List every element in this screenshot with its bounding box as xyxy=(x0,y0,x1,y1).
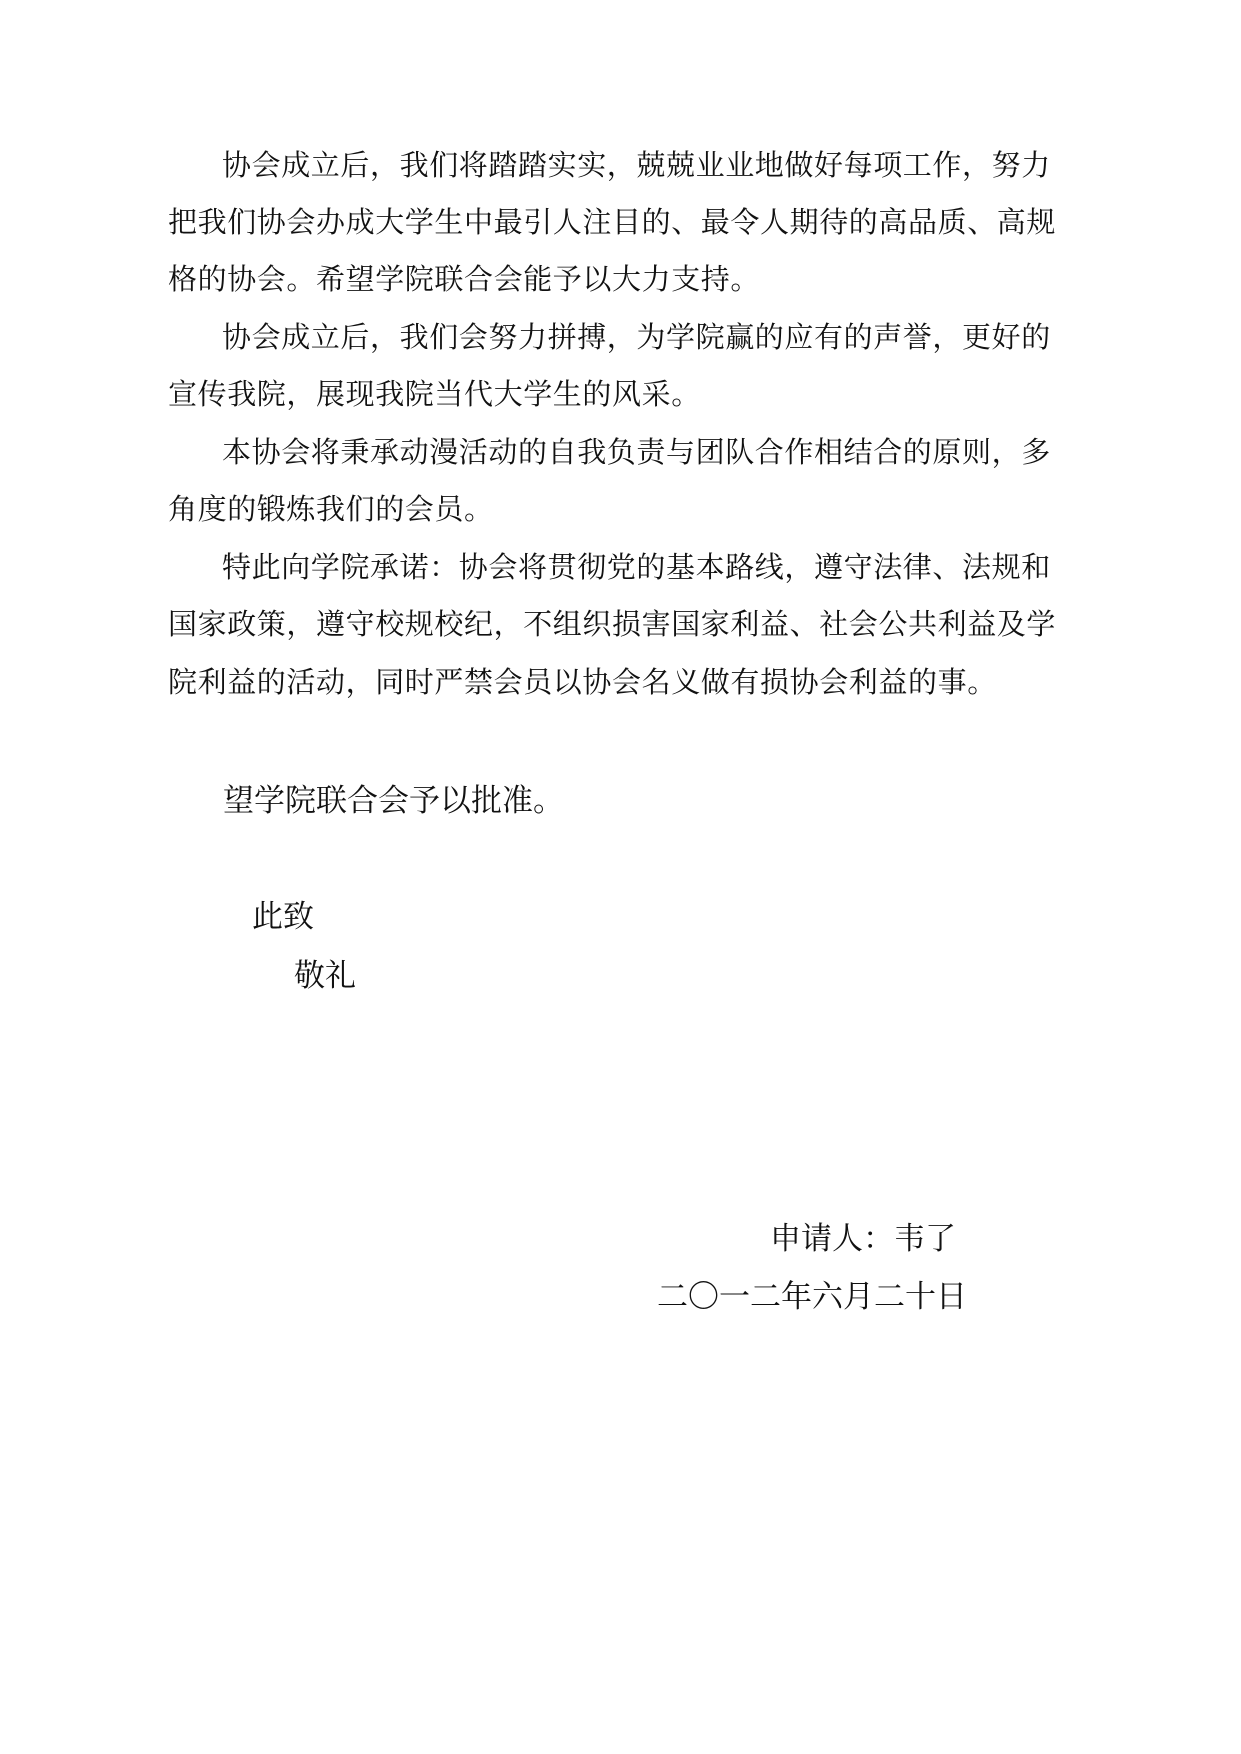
salutation-jingli: 敬礼 xyxy=(294,958,356,994)
paragraph-2-line-2: 宣传我院，展现我院当代大学生的风采。 xyxy=(168,377,701,411)
paragraph-1-line-2: 把我们协会办成大学生中最引人注目的、最令人期待的高品质、高规 xyxy=(168,205,1057,239)
salutation-cizhi: 此致 xyxy=(252,899,314,935)
paragraph-2-line-1: 协会成立后，我们会努力拼搏，为学院赢的应有的声誉，更好的 xyxy=(222,320,1051,354)
paragraph-4-line-1: 特此向学院承诺：协会将贯彻党的基本路线，遵守法律、法规和 xyxy=(222,550,1051,584)
paragraph-1-line-1: 协会成立后，我们将踏踏实实，兢兢业业地做好每项工作，努力 xyxy=(222,148,1051,182)
letter-date: 二〇一二年六月二十日 xyxy=(657,1279,967,1315)
paragraph-4-line-2: 国家政策，遵守校规校纪，不组织损害国家利益、社会公共利益及学 xyxy=(168,607,1057,641)
approval-request: 望学院联合会予以批准。 xyxy=(223,783,564,819)
paragraph-4-line-3: 院利益的活动，同时严禁会员以协会名义做有损协会利益的事。 xyxy=(168,665,997,699)
paragraph-3-line-1: 本协会将秉承动漫活动的自我负责与团队合作相结合的原则，多 xyxy=(222,435,1051,469)
paragraph-1-line-3: 格的协会。希望学院联合会能予以大力支持。 xyxy=(168,262,761,296)
paragraph-3-line-2: 角度的锻炼我们的会员。 xyxy=(168,492,494,526)
applicant-name: 申请人：韦了 xyxy=(770,1221,956,1257)
